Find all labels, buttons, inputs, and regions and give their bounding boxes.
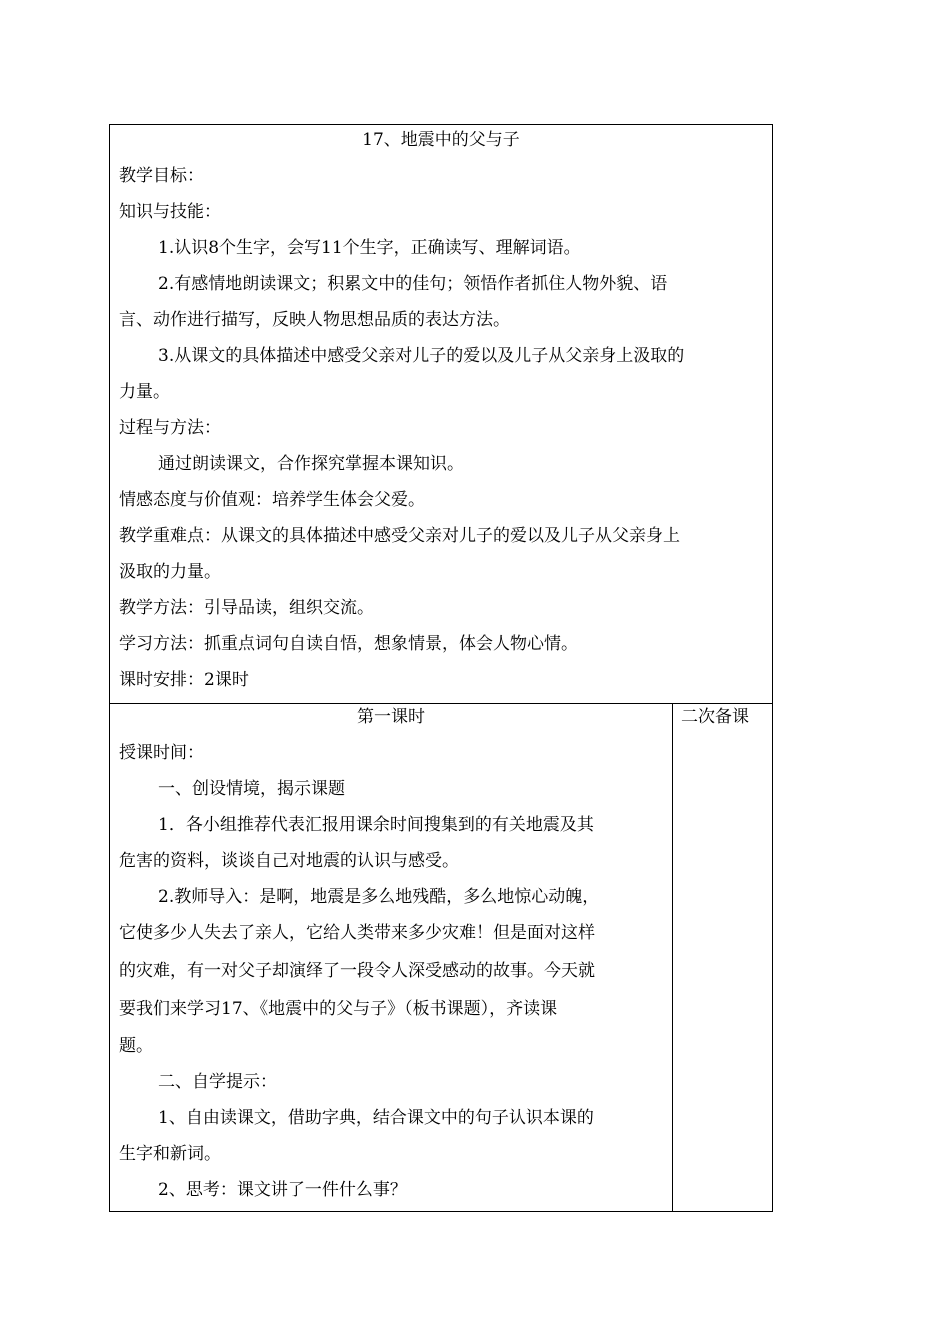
knowledge-heading: 知识与技能： (119, 202, 221, 222)
key-points-line1: 教学重难点：从课文的具体描述中感受父亲对儿子的爱以及儿子从父亲身上 (119, 526, 680, 546)
item-1-line2: 危害的资料，谈谈自己对地震的认识与感受。 (119, 851, 459, 871)
page-title: 17、地震中的父与子 (362, 130, 520, 150)
process-heading: 过程与方法： (119, 418, 221, 438)
knowledge-item-2-line2: 言、动作进行描写，反映人物思想品质的表达方法。 (119, 310, 510, 330)
knowledge-item-2-line1: 2.有感情地朗读课文；积累文中的佳句；领悟作者抓住人物外貌、语 (158, 274, 668, 294)
teaching-method: 教学方法：引导品读，组织交流。 (119, 598, 374, 618)
emotion-text: 情感态度与价值观：培养学生体会父爱。 (119, 490, 425, 510)
learning-method: 学习方法：抓重点词句自读自悟，想象情景，体会人物心情。 (119, 634, 578, 654)
schedule: 课时安排：2课时 (119, 670, 249, 690)
item-2-line3: 的灾难，有一对父子却演绎了一段令人深受感动的故事。今天就 (119, 961, 595, 981)
process-text: 通过朗读课文，合作探究掌握本课知识。 (158, 454, 464, 474)
knowledge-item-3-line2: 力量。 (119, 382, 170, 402)
lesson-title: 第一课时 (357, 707, 425, 727)
key-points-line2: 汲取的力量。 (119, 562, 221, 582)
second-prep-label: 二次备课 (681, 707, 749, 727)
item-2-line4: 要我们来学习17、《地震中的父与子》（板书课题），齐读课 (119, 999, 558, 1019)
column-divider (672, 703, 673, 1212)
knowledge-item-3-line1: 3.从课文的具体描述中感受父亲对儿子的爱以及儿子从父亲身上汲取的 (158, 346, 685, 366)
item-1-line1: 1．各小组推荐代表汇报用课余时间搜集到的有关地震及其 (158, 815, 594, 835)
section-1-heading: 一、创设情境，揭示课题 (158, 779, 345, 799)
knowledge-item-1: 1.认识8个生字，会写11个生字，正确读写、理解词语。 (158, 238, 581, 258)
hint-2: 2、思考：课文讲了一件什么事？ (158, 1180, 407, 1200)
hint-1-line1: 1、自由读课文，借助字典，结合课文中的句子认识本课的 (158, 1108, 594, 1128)
item-2-line1: 2.教师导入：是啊，地震是多么地残酷，多么地惊心动魄， (158, 887, 600, 907)
section-2-heading: 二、自学提示： (158, 1072, 277, 1092)
goals-heading: 教学目标： (119, 166, 204, 186)
hint-1-line2: 生字和新词。 (119, 1144, 221, 1164)
item-2-line2: 它使多少人失去了亲人，它给人类带来多少灾难！但是面对这样 (119, 923, 595, 943)
item-2-line5: 题。 (119, 1036, 153, 1056)
class-time-label: 授课时间： (119, 743, 204, 763)
